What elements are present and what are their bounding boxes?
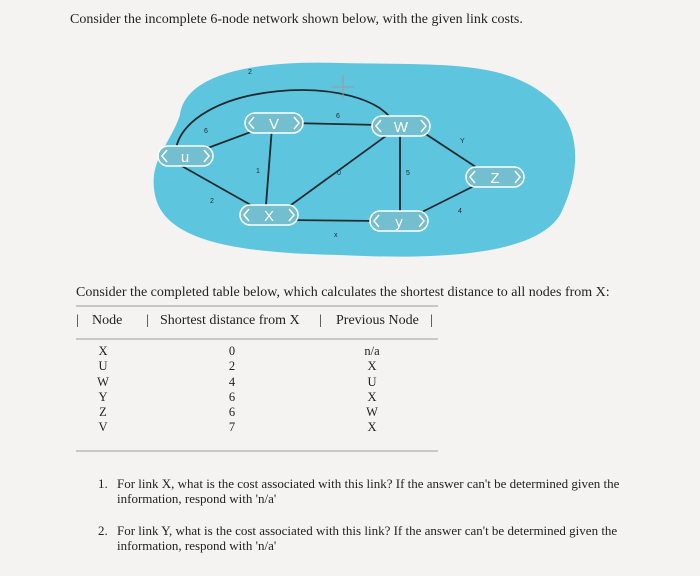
table-cell: 4: [228, 374, 236, 389]
cost-v-x: 1: [256, 168, 260, 175]
node-z-label: Z: [490, 170, 500, 187]
cost-v-w: 6: [336, 113, 340, 120]
cost-u-v: 6: [204, 128, 208, 135]
question-text: For link X, what is the cost associated with this link? If the answer can't be determined given the information, respond with 'n/a': [117, 476, 620, 506]
table-cell: X: [367, 389, 377, 404]
header-previous: Previous Node: [336, 313, 419, 328]
table-cell: W: [97, 374, 109, 389]
table-cell: Z: [99, 405, 107, 420]
router-u: [158, 146, 213, 166]
node-w-label: W: [393, 119, 409, 136]
header-distance: Shortest distance from X: [160, 313, 300, 328]
table-cell: X: [98, 344, 108, 358]
cost-w-y: 5: [406, 170, 410, 177]
cost-x-y: x: [334, 232, 338, 239]
node-x-label: X: [263, 208, 275, 225]
cost-u-x: 2: [210, 198, 214, 205]
table-cell: n/a: [364, 344, 380, 358]
cost-y-z: 4: [458, 208, 462, 215]
table-bottom-rule: [76, 450, 438, 452]
table-cell: 0: [228, 344, 236, 358]
header-node: Node: [92, 313, 123, 328]
header-divider: |: [319, 313, 322, 328]
cost-w-z: Y: [460, 138, 465, 145]
question-1: [98, 476, 638, 506]
table-cell: 6: [228, 405, 236, 420]
table-header-rule: [76, 338, 438, 340]
table-cell: 6: [228, 389, 236, 404]
column-previous: [357, 344, 387, 436]
router-v: [245, 113, 303, 133]
link-x-y: [285, 220, 380, 221]
table-intro: Consider the completed table below, which calculates the shortest distance to all nodes from X:: [76, 285, 610, 300]
table-cell: V: [98, 420, 108, 435]
table-cell: 7: [228, 420, 236, 435]
node-v-label: V: [268, 116, 280, 133]
router-y: [370, 211, 428, 231]
node-y-label: y: [395, 214, 403, 231]
column-node: [93, 344, 113, 436]
question-text: For link Y, what is the cost associated with this link? If the answer can't be determined given the information, respond with 'n/a': [117, 523, 618, 553]
header-divider: |: [430, 313, 433, 328]
column-distance: [222, 344, 242, 436]
table-cell: Y: [98, 389, 108, 404]
node-u-label: u: [180, 149, 190, 166]
table-top-rule: [76, 305, 438, 307]
router-z: [466, 167, 524, 187]
table-cell: U: [367, 374, 377, 389]
router-x: [240, 205, 298, 225]
intro-text: Consider the incomplete 6-node network shown below, with the given link costs.: [70, 12, 523, 27]
cost-u-w: 2: [248, 69, 252, 76]
router-w: [372, 116, 430, 136]
table-cell: X: [367, 420, 377, 435]
table-cell: W: [366, 405, 378, 420]
question-2: [98, 523, 638, 553]
table-cell: U: [98, 359, 108, 374]
network-cloud: [154, 63, 576, 257]
network-diagram: [140, 55, 580, 260]
table-cell: X: [367, 359, 377, 374]
question-number: 1.: [98, 476, 108, 491]
header-divider: |: [76, 313, 79, 328]
header-divider: |: [146, 313, 149, 328]
table-cell: 2: [228, 359, 236, 374]
cost-x-w: 0: [337, 170, 341, 177]
question-number: 2.: [98, 523, 108, 538]
